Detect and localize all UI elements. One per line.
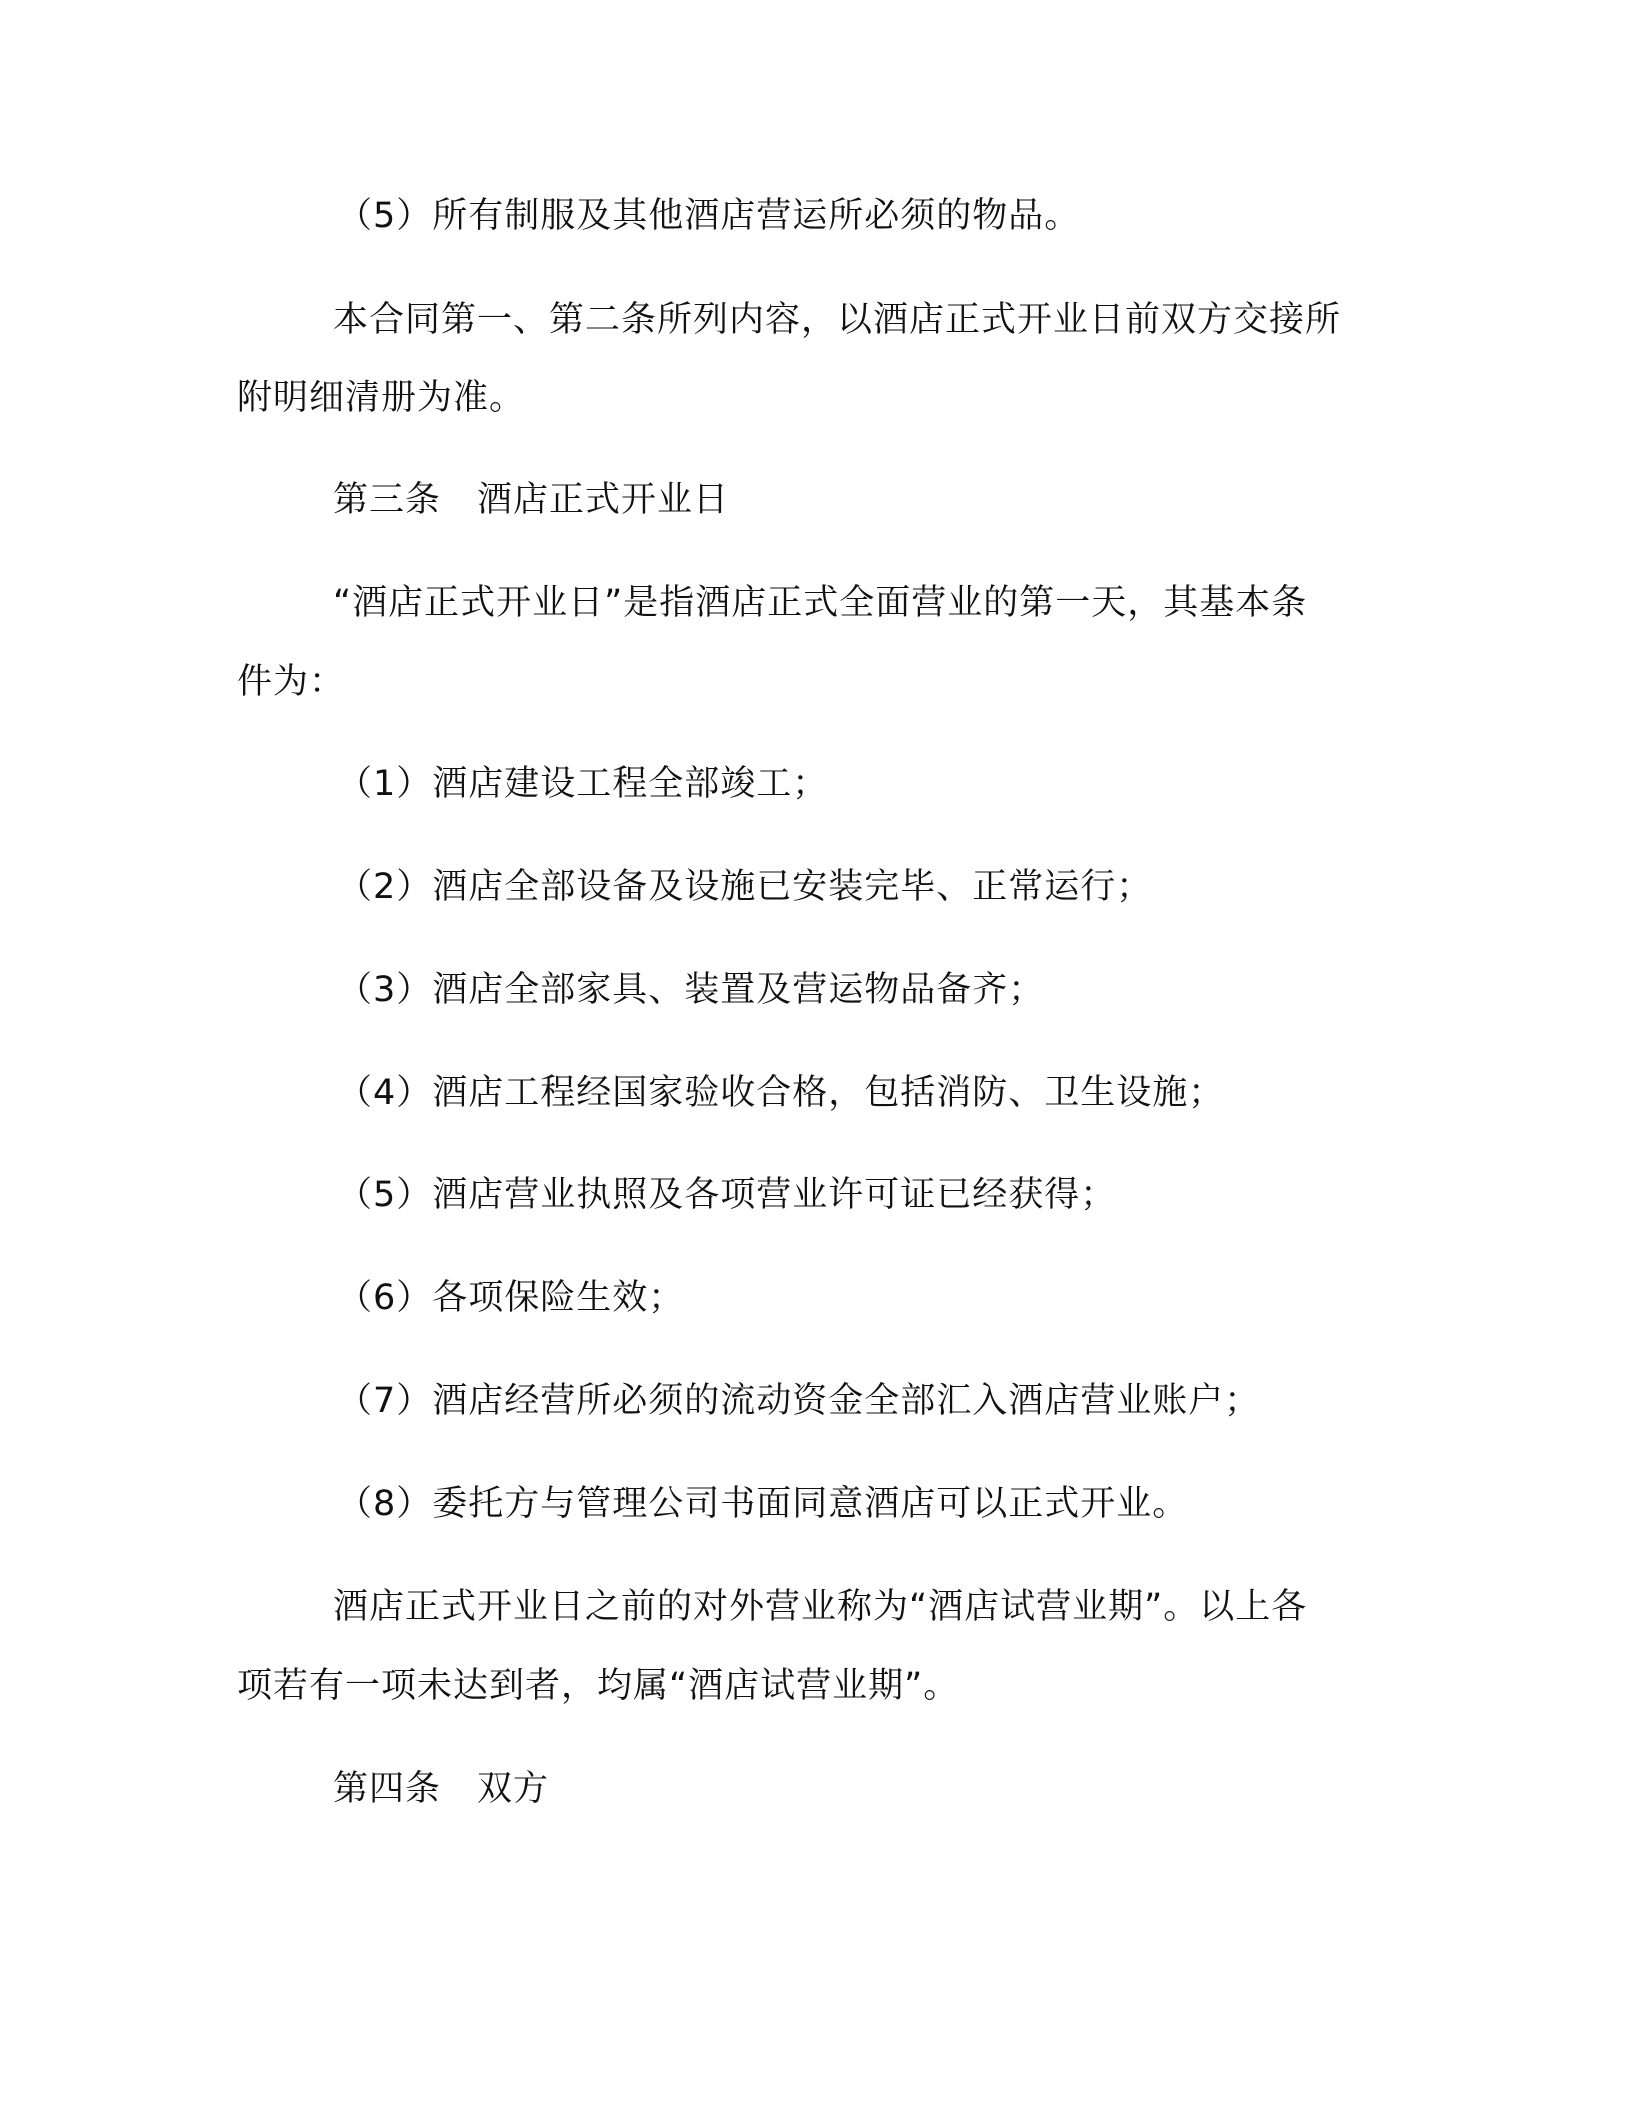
list-item-supplies-5: （5）所有制服及其他酒店营运所必须的物品。: [337, 196, 1081, 236]
condition-item-7: （7）酒店经营所必须的流动资金全部汇入酒店营业账户；: [337, 1381, 1261, 1421]
paragraph-definition-line-1: “酒店正式开业日”是指酒店正式全面营业的第一天，其基本条: [333, 583, 1308, 623]
article-4-heading: 第四条 双方: [333, 1769, 550, 1809]
paragraph-handover-line-2: 附明细清册为准。: [237, 378, 526, 418]
condition-item-6: （6）各项保险生效；: [337, 1278, 685, 1318]
paragraph-trial-period-line-2: 项若有一项未达到者，均属“酒店试营业期”。: [237, 1666, 960, 1706]
condition-item-2: （2）酒店全部设备及设施已安装完毕、正常运行；: [337, 867, 1153, 907]
condition-item-1: （1）酒店建设工程全部竣工；: [337, 764, 829, 804]
condition-item-5: （5）酒店营业执照及各项营业许可证已经获得；: [337, 1175, 1117, 1215]
article-3-heading: 第三条 酒店正式开业日: [333, 480, 730, 520]
paragraph-handover-line-1: 本合同第一、第二条所列内容，以酒店正式开业日前双方交接所: [333, 300, 1342, 340]
paragraph-trial-period-line-1: 酒店正式开业日之前的对外营业称为“酒店试营业期”。以上各: [333, 1587, 1308, 1627]
condition-item-8: （8）委托方与管理公司书面同意酒店可以正式开业。: [337, 1484, 1189, 1524]
paragraph-definition-line-2: 件为：: [237, 662, 346, 702]
condition-item-4: （4）酒店工程经国家验收合格，包括消防、卫生设施；: [337, 1073, 1225, 1113]
condition-item-3: （3）酒店全部家具、装置及营运物品备齐；: [337, 970, 1045, 1010]
